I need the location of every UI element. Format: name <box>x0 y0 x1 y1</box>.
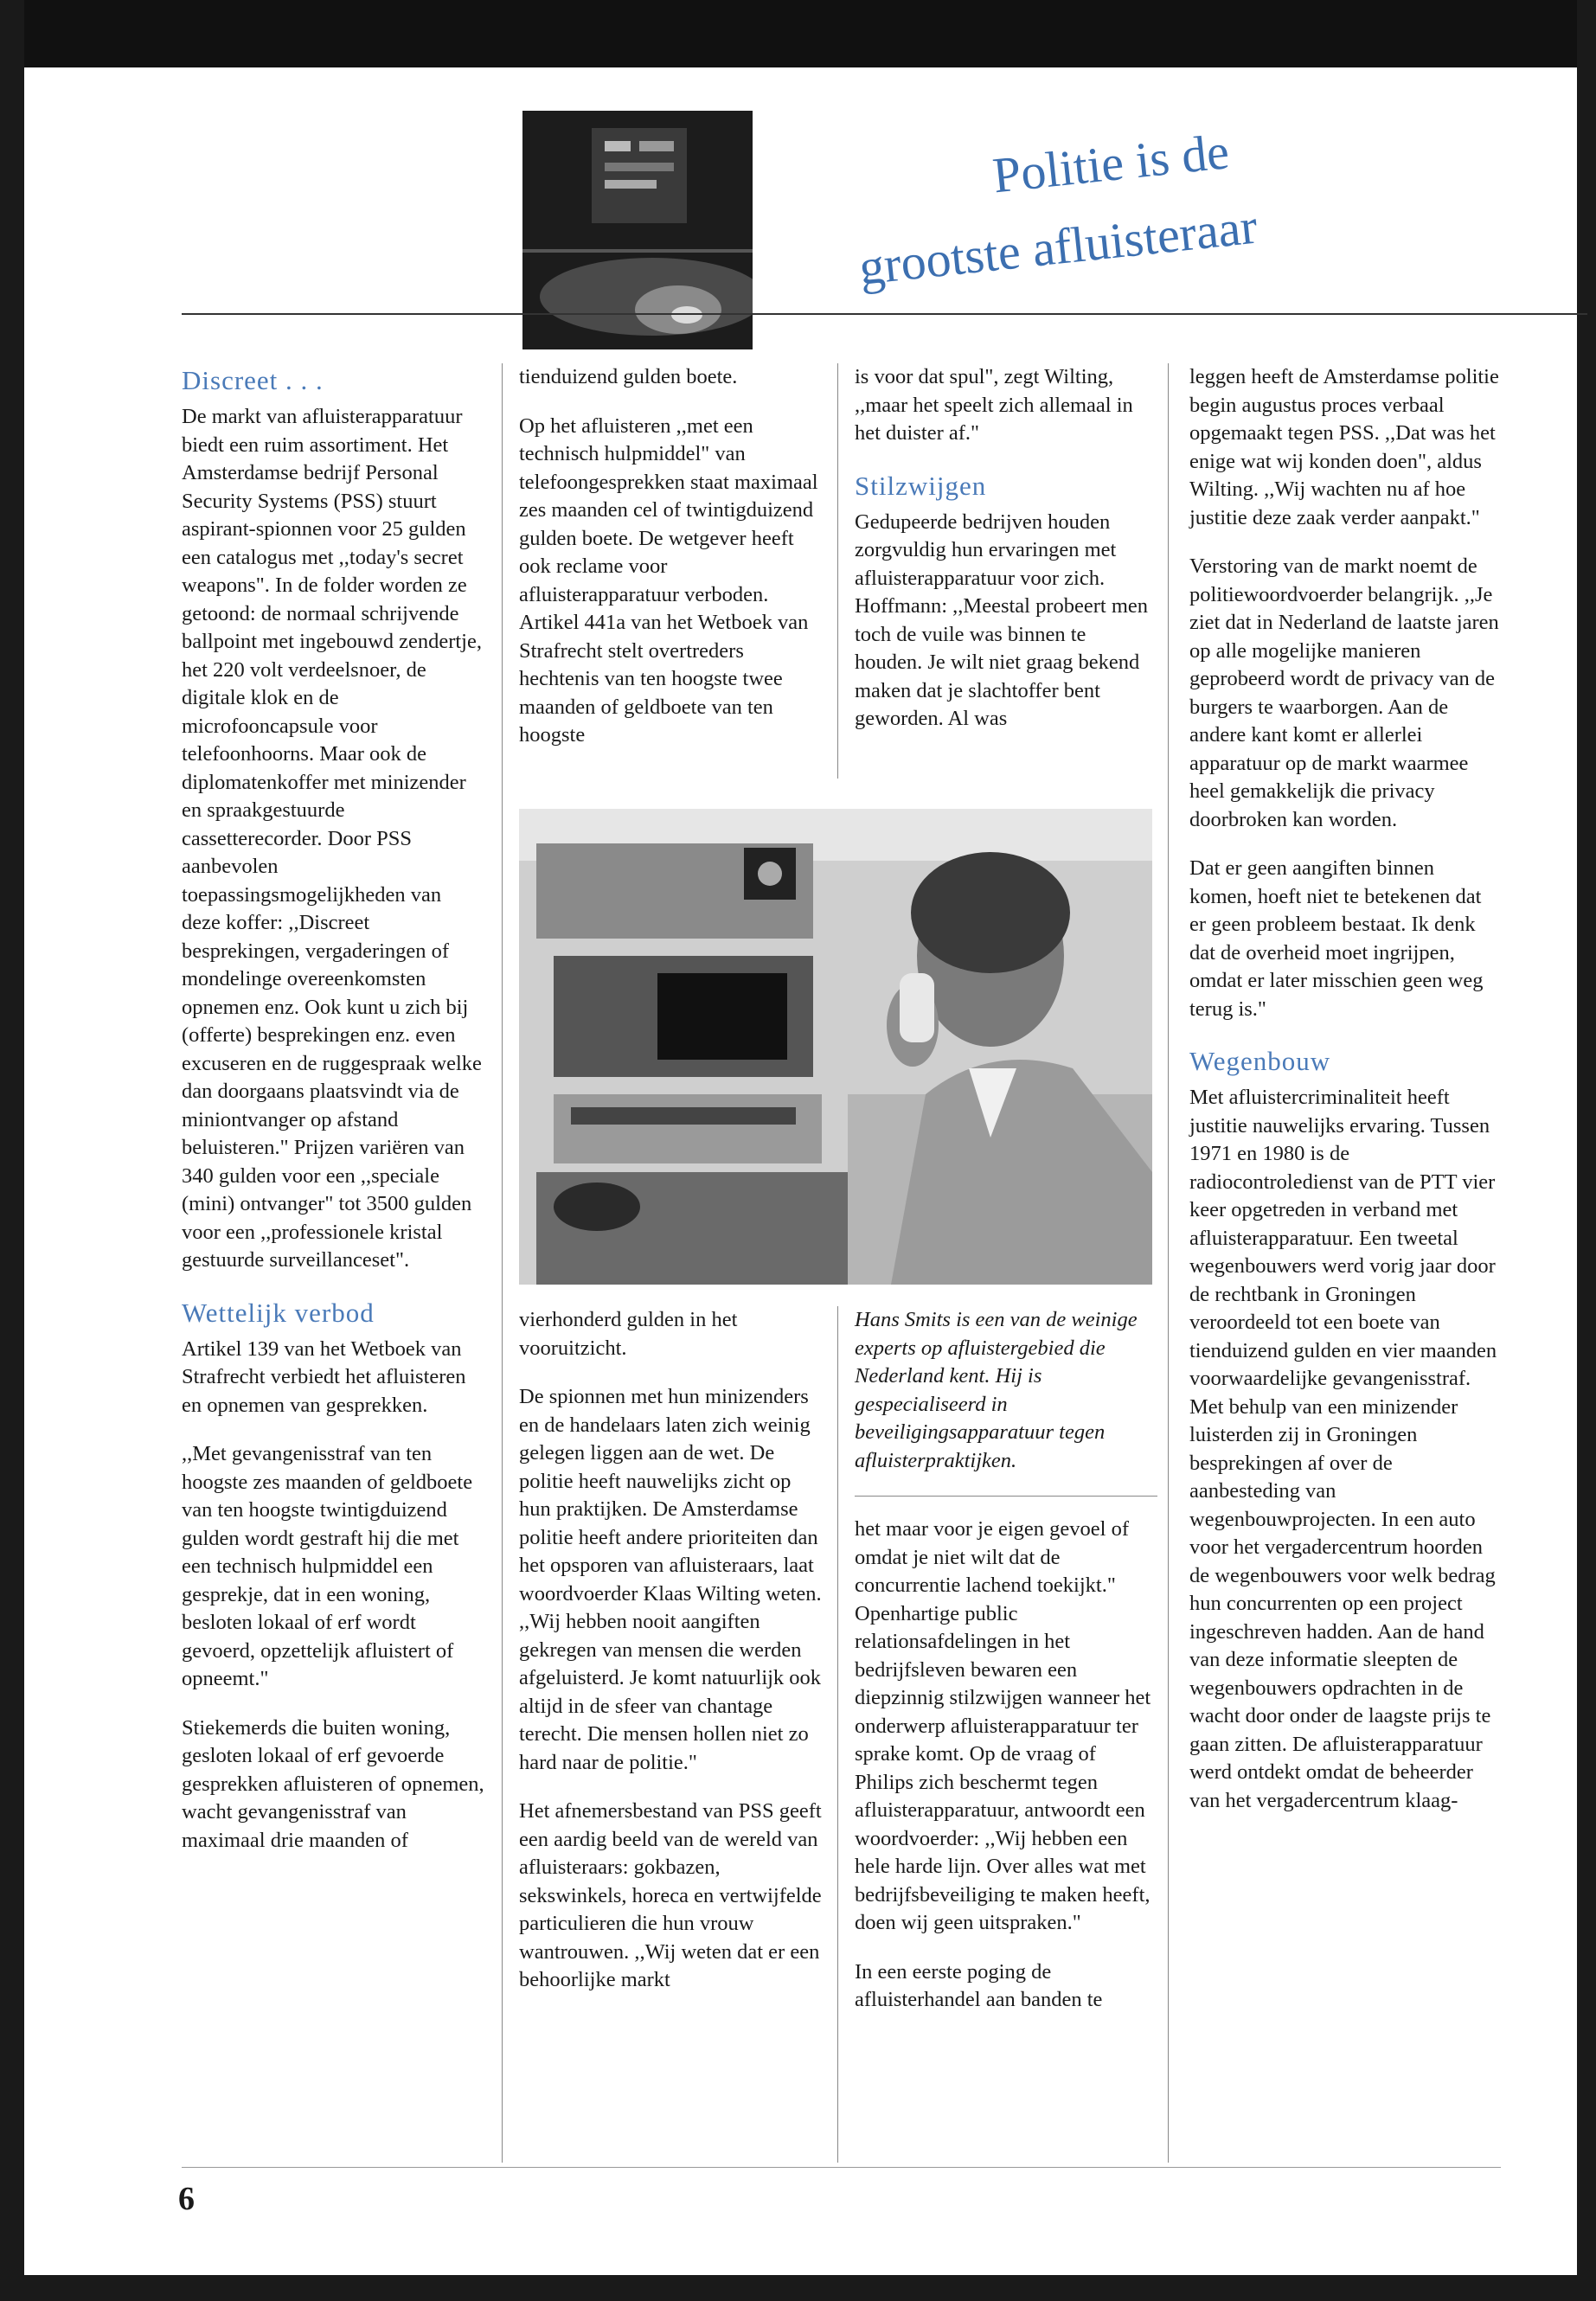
paragraph: Dat er geen aangiften binnen komen, hoeft niet te betekenen dat er geen probleem bestaat. Ik denk dat de overheid moet ingrijpen, omdat er later misschien geen weg terug is." <box>1189 856 1484 1021</box>
paragraph: Met afluistercriminaliteit heeft justitie nauwelijks ervaring. Tussen 1971 en 1980 is de radiocontroledienst van de PTT vier keer opgetreden in verband met afluisterapparatuur. Een tweetal wegenbouwers werd vorig jaar door de rechtbank in Groningen veroordeeld tot een boete van tienduizend gulden en vier maanden voorwaardelijke gevangenisstraf. Met behulp van een minizender luisterden zij in Groningen besprekingen af over de aanbesteding van wegenbouwprojecten. In een auto voor het vergadercentrum hoorden de wegenbouwers voor welk bedrag hun concurrenten op een project ingeschreven hadden. Aan de hand van deze informatie sleepten de wegenbouwers opdrachten in de wacht door onder de laagste prijs te gaan zitten. De afluisterapparatuur werd ontdekt omdat de beheerder van het vergadercentrum klaag- <box>1189 1086 1497 1812</box>
photo-caption: Hans Smits is een van de weinige experts op afluistergebied die Nederland kent. Hij is gespecialiseerd in beveiligingsapparatuur tegen afluisterpraktijken. <box>855 1308 1138 1472</box>
paragraph: De markt van afluisterapparatuur biedt een ruim assortiment. Het Amsterdamse bedrijf Personal Security Systems (PSS) stuurt aspirant-spionnen voor 25 gulden een catalogus met ,,today's secret weapons". In de folder worden ze getoond: de normaal schrijvende ballpoint met ingebouwd zendertje, het 220 volt verdeelsnoer, de digitale klok en de microfooncapsule voor telefoonhoorns. Maar ook de diplomatenkoffer met minizender en spraakgestuurde cassetterecorder. Door PSS aanbevolen toepassingsmogelijkheden van deze koffer: ,,Discreet besprekingen, vergaderingen of mondelinge overeenkomsten opnemen enz. Ook kunt u zich bij (offerte) besprekingen enz. even excuseren en de ruggespraak welke dan doorgaans plaatsvindt via de miniontvanger op afstand beluisteren." Prijzen variëren van 340 gulden voor een ,,speciale (mini) ontvanger" tot 3500 gulden voor een ,,professionele kristal gestuurde surveillanceset". <box>182 405 482 1272</box>
paragraph: Artikel 139 van het Wetboek van Strafrecht verbiedt het afluisteren en opnemen van gesprekken. <box>182 1336 466 1417</box>
column-3-top <box>855 363 1157 754</box>
title-line-2: grootste afluisteraar <box>856 197 1260 296</box>
subheading-discreet: Discreet . . . <box>182 365 324 395</box>
subheading-wettelijk-verbod: Wettelijk verbod <box>182 1297 375 1328</box>
column-divider-1 <box>502 363 503 2163</box>
column-2-top <box>519 363 824 771</box>
column-divider-3 <box>1168 363 1169 2163</box>
column-3-bottom <box>855 1306 1157 2035</box>
subheading-stilzwijgen: Stilzwijgen <box>855 470 987 501</box>
paragraph: Openhartige public relationsafdelingen in het bedrijfsleven bewaren een diepzinnig stilzwijgen wanneer het onderwerp afluisterapparatuur ter sprake komt. Op de vraag of Philips zich beschermt tegen afluisterapparatuur, antwoordt een woordvoerder: ,,Wij hebben een hele harde lijn. Over alles wat met bedrijfsbeveiliging te maken heeft, doen wij geen uitspraken." <box>855 1601 1151 1934</box>
article-photo <box>519 809 1152 1285</box>
column-2-bottom <box>519 1306 824 2016</box>
column-1 <box>182 356 484 1875</box>
footer-rule <box>182 2167 1501 2168</box>
page-number: 6 <box>178 2181 195 2217</box>
article-title <box>939 124 1232 208</box>
paragraph: Het afnemersbestand van PSS geeft een aardig beeld van de wereld van afluisteraars: gokbazen, sekswinkels, horeca en vertwijfelde particulieren die hun vrouw wantrouwen. ,,Wij weten dat er een behoorlijke markt <box>519 1799 822 1991</box>
scan-left-edge <box>0 0 24 2301</box>
column-4 <box>1189 363 1501 1836</box>
article-photo-image <box>519 809 1152 1285</box>
scan-right-edge <box>1577 0 1596 2301</box>
paragraph: Stiekemerds die buiten woning, gesloten lokaal of erf gevoerde gesprekken afluisteren of opnemen, wacht gevangenisstraf van maximaal drie maanden of <box>182 1715 484 1852</box>
paragraph: Gedupeerde bedrijven houden zorgvuldig hun ervaringen met afluisterapparatuur voor zich. Hoffmann: ,,Meestal probeert men toch de vuile was binnen te houden. Je wilt niet graag bekend maken dat je slachtoffer bent geworden. Al was <box>855 510 1149 730</box>
paragraph: Verstoring van de markt noemt de politiewoordvoerder belangrijk. ,,Je ziet dat in Nederland de laatste jaren op alle mogelijke manieren geprobeerd wordt de privacy van de burgers te waarborgen. Aan de andere kant komt er allerlei apparatuur op de markt waarmee heel gemakkelijk die privacy doorbroken kan worden. <box>1189 554 1499 831</box>
paragraph: het maar voor je eigen gevoel of omdat je niet wilt dat de concurrentie lachend toekijkt." <box>855 1517 1130 1597</box>
paragraph: is voor dat spul", zegt Wilting, ,,maar het speelt zich allemaal in het duister af." <box>855 365 1133 445</box>
header-rule <box>182 313 1587 315</box>
article-title-second <box>856 199 1259 296</box>
paragraph: De spionnen met hun minizenders en de handelaars laten zich weinig gelegen liggen aan de wet. De politie heeft nauwelijks zicht op hun praktijken. De Amsterdamse politie heeft andere prioriteiten dan het opsporen van afluisteraars, laat woordvoerder Klaas Wilting weten. ,,Wij hebben nooit aangiften gekregen van mensen die werden afgeluisterd. Je komt natuurlijk ook altijd in de sfeer van chantage terecht. Die mensen hollen niet zo hard naar de politie." <box>519 1385 822 1774</box>
scan-bottom-edge <box>0 2275 1596 2301</box>
paragraph: vierhonderd gulden in het vooruitzicht. <box>519 1308 738 1360</box>
title-line-1: Politie is de <box>990 123 1232 204</box>
paragraph: Op het afluisteren ,,met een technisch hulpmiddel" van telefoongesprekken staat maximaal zes maanden cel of twintigduizend gulden boete. De wetgever heeft ook reclame voor afluisterapparatuur verboden. Artikel 441a van het Wetboek van Strafrecht stelt overtreders hechtenis van ten hoogste twee maanden of geldboete van ten hoogste <box>519 413 818 747</box>
paragraph: ,,Met gevangenisstraf van ten hoogste zes maanden of geldboete van ten hoogste twintigduizend gulden wordt gestraft hij die met een technisch hulpmiddel een gesprekje, dat in een woning, besloten lokaal of erf wordt gevoerd, opzettelijk afluistert of opneemt." <box>182 1442 473 1690</box>
paragraph: tienduizend gulden boete. <box>519 365 738 388</box>
caption-rule <box>855 1496 1157 1497</box>
paragraph: leggen heeft de Amsterdamse politie begin augustus proces verbaal opgemaakt tegen PSS. ,,Dat was het enige wat wij konden doen", aldus Wilting. ,,Wij wachten nu af hoe justitie deze zaak verder aanpakt." <box>1189 365 1499 529</box>
column-divider-2b <box>837 1306 838 2163</box>
column-divider-2 <box>837 363 838 779</box>
paragraph: In een eerste poging de afluisterhandel aan banden te <box>855 1959 1103 2011</box>
subheading-wegenbouw: Wegenbouw <box>1189 1046 1331 1076</box>
scan-top-edge <box>0 0 1596 67</box>
